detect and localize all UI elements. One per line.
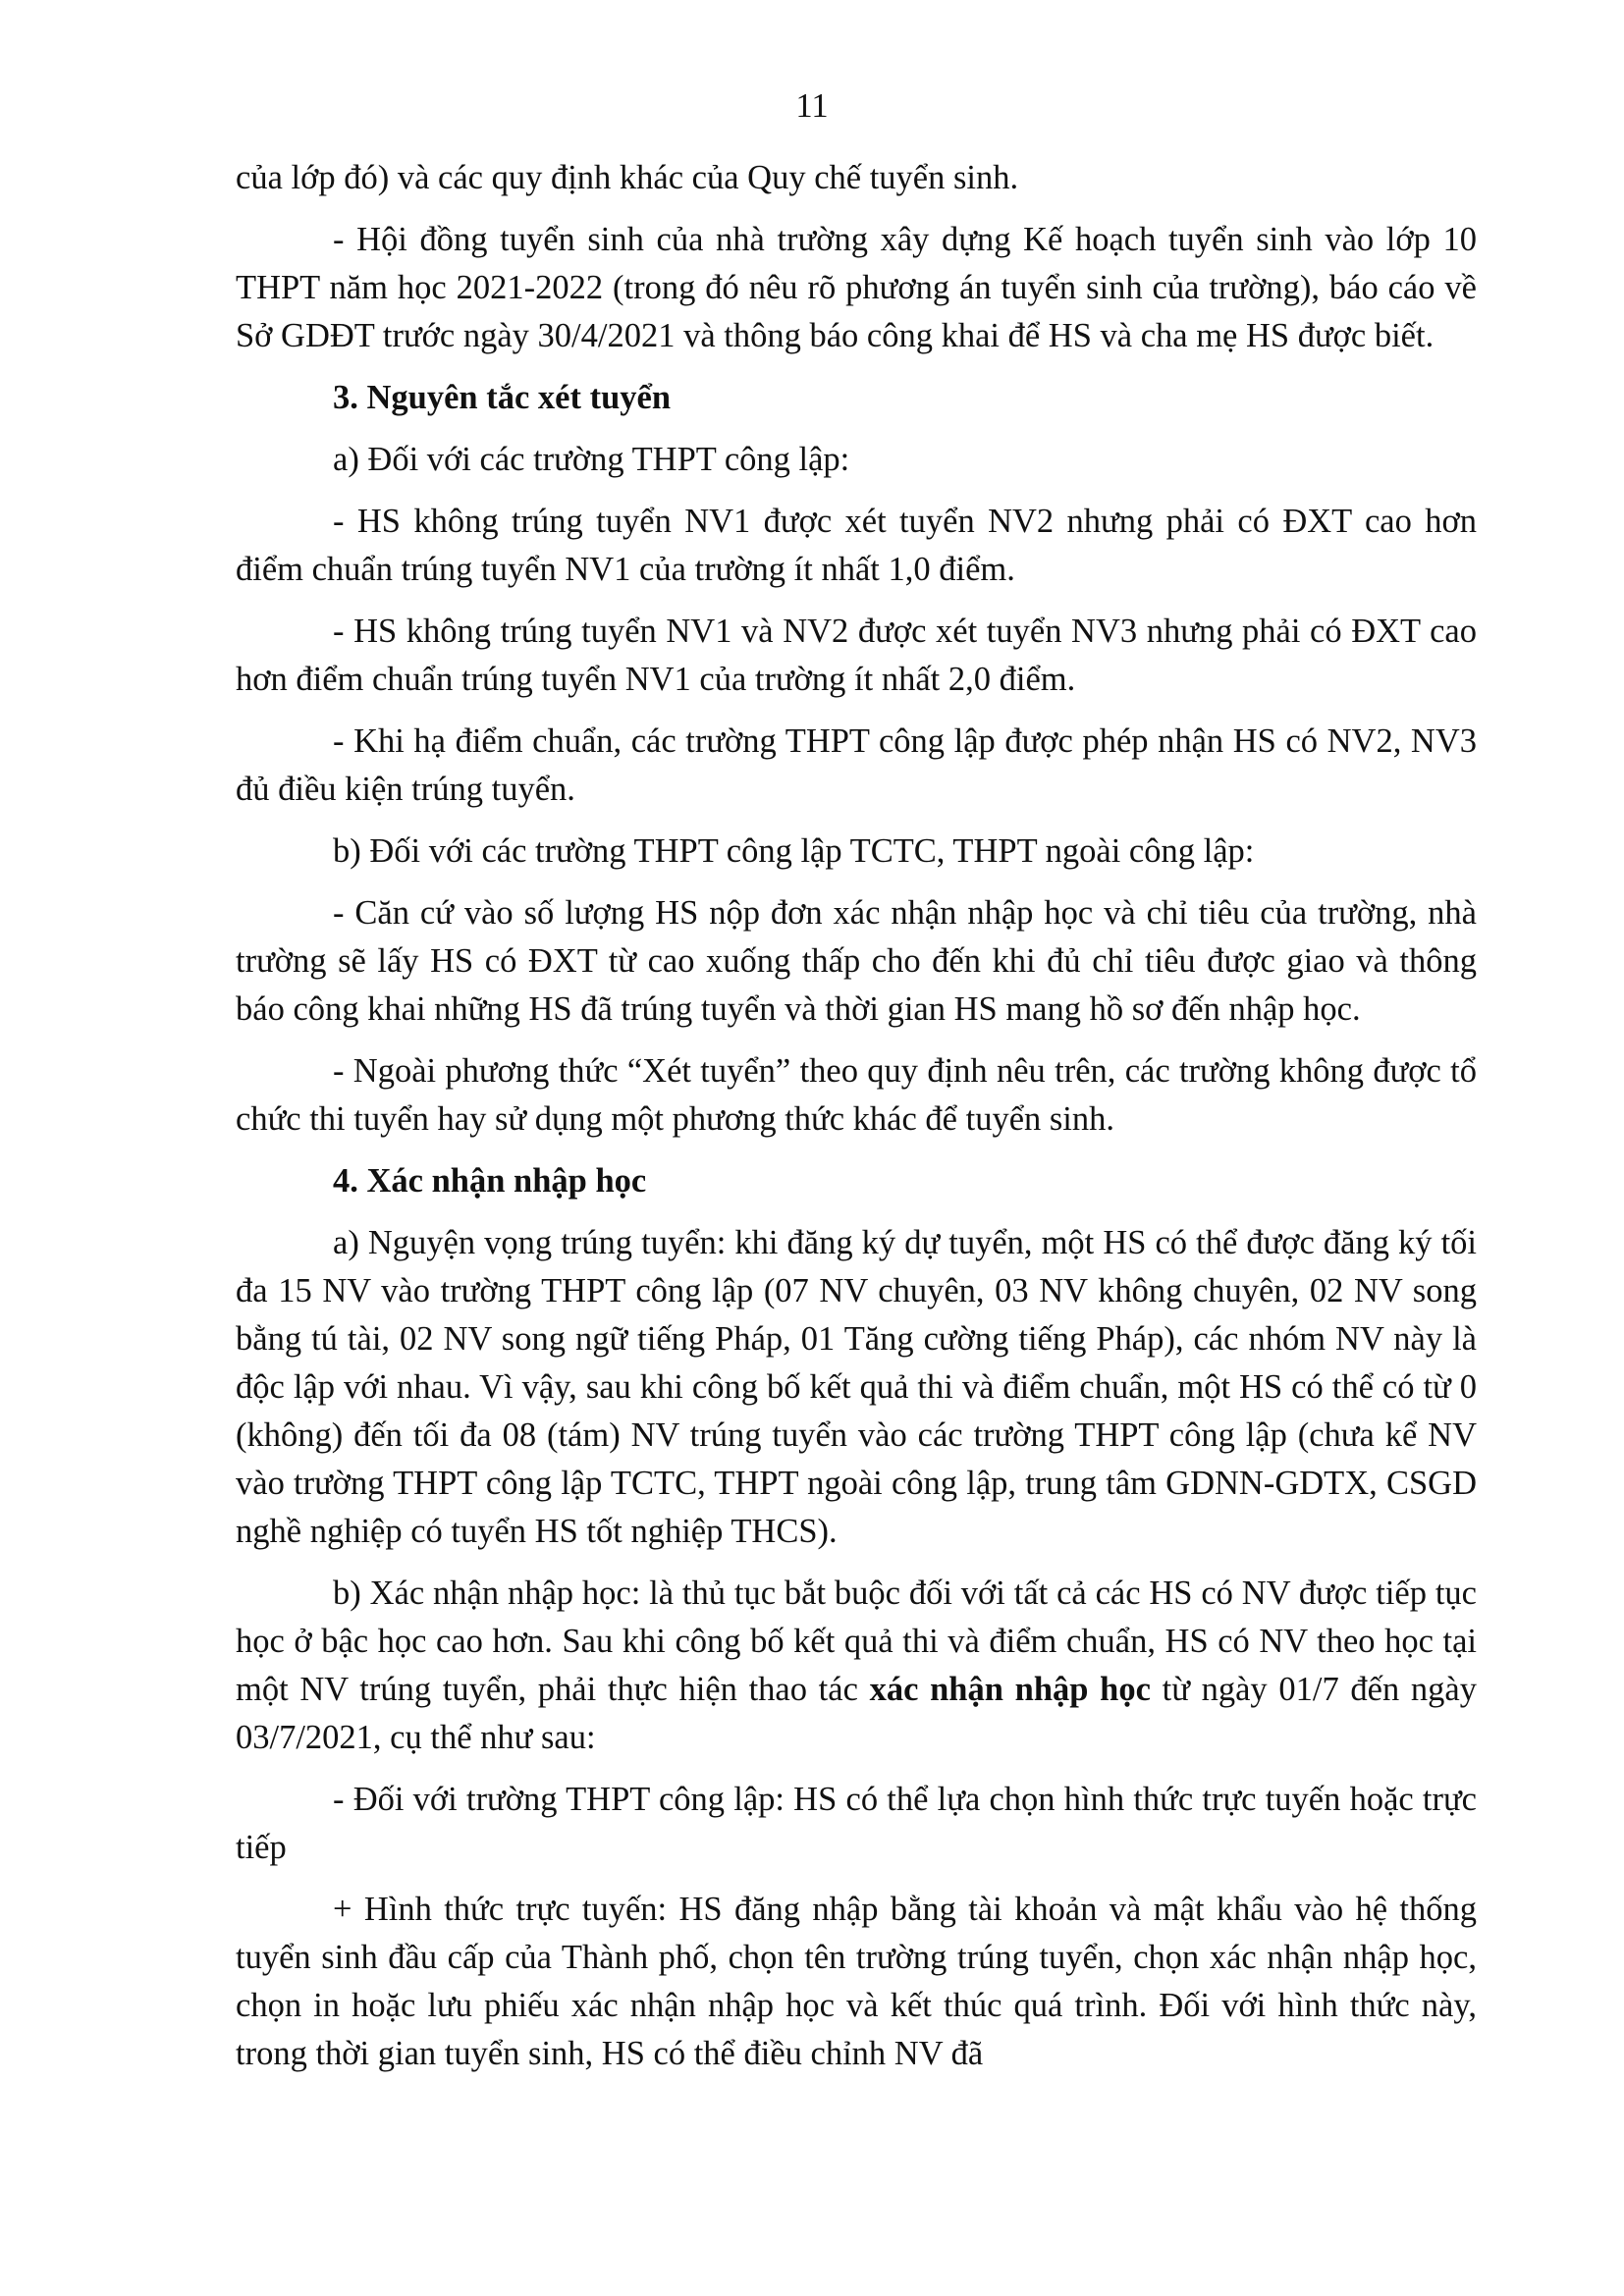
paragraph-nv2-rule: - HS không trúng tuyển NV1 được xét tuyển NV2 nhưng phải có ĐXT cao hơn điểm chuẩn trúng tuyển NV1 của trường ít nhất 1,0 điểm.	[236, 503, 1477, 588]
text-segment: b) Xác nhận nhập học: là thủ tục bắt buộc đối với tất cả các HS có NV được tiếp tục học ở bậc học cao hơn. Sau khi công bố kết quả thi và điểm chuẩn, HS có NV theo học tại một NV trúng tuyển, phải thực hiện thao tác	[236, 1575, 1477, 1708]
paragraph-method-rule: - Ngoài phương thức “Xét tuyển” theo quy định nêu trên, các trường không được tổ chức thi tuyển hay sử dụng một phương thức khác để tuyển sinh.	[236, 1052, 1477, 1138]
paragraph-admission-council: - Hội đồng tuyển sinh của nhà trường xây dựng Kế hoạch tuyển sinh vào lớp 10 THPT năm học 2021-2022 (trong đó nêu rõ phương án tuyển sinh của trường), báo cáo về Sở GDĐT trước ngày 30/4/2021 và thông báo công khai để HS và cha mẹ HS được biết.	[236, 221, 1477, 354]
section-heading-3: 3. Nguyên tắc xét tuyển	[333, 379, 672, 416]
section-heading-4: 4. Xác nhận nhập học	[333, 1162, 647, 1200]
paragraph-enrollment-confirmation	[236, 1570, 1477, 1762]
paragraph-continuation: của lớp đó) và các quy định khác của Quy chế tuyển sinh.	[236, 159, 1019, 196]
document-body	[236, 154, 1477, 2078]
page-number: 11	[795, 87, 829, 125]
paragraph-nv3-rule: - HS không trúng tuyển NV1 và NV2 được xét tuyển NV3 nhưng phải có ĐXT cao hơn điểm chuẩn trúng tuyển NV1 của trường ít nhất 2,0 điểm.	[236, 613, 1477, 698]
paragraph-private-schools: b) Đối với các trường THPT công lập TCTC, THPT ngoài công lập:	[333, 832, 1255, 870]
paragraph-online-method: + Hình thức trực tuyến: HS đăng nhập bằng tài khoản và mật khẩu vào hệ thống tuyển sinh đầu cấp của Thành phố, chọn tên trường trúng tuyển, chọn xác nhận nhập học, chọn in hoặc lưu phiếu xác nhận nhập học và kết thúc quá trình. Đối với hình thức này, trong thời gian tuyển sinh, HS có thể điều chỉnh NV đã	[236, 1891, 1477, 2072]
paragraph-public-school-options: - Đối với trường THPT công lập: HS có thể lựa chọn hình thức trực tuyến hoặc trực tiếp	[236, 1781, 1477, 1866]
text-segment: từ ngày 01/7 đến ngày 03/7/2021, cụ thể như sau:	[236, 1671, 1477, 1756]
bold-term: xác nhận nhập học	[869, 1671, 1151, 1708]
paragraph-admission-wishes: a) Nguyện vọng trúng tuyển: khi đăng ký dự tuyển, một HS có thể được đăng ký tối đa 15 NV vào trường THPT công lập (07 NV chuyên, 03 NV không chuyên, 02 NV song bằng tú tài, 02 NV song ngữ tiếng Pháp, 01 Tăng cường tiếng Pháp), các nhóm NV này là độc lập với nhau. Vì vậy, sau khi công bố kết quả thi và điểm chuẩn, một HS có thể có từ 0 (không) đến tối đa 08 (tám) NV trúng tuyển vào các trường THPT công lập (chưa kể NV vào trường THPT công lập TCTC, THPT ngoài công lập, trung tâm GDNN-GDTX, CSGD nghề nghiệp có tuyển HS tốt nghiệp THCS).	[236, 1224, 1477, 1550]
paragraph-public-schools: a) Đối với các trường THPT công lập:	[333, 441, 850, 478]
paragraph-lower-cutoff: - Khi hạ điểm chuẩn, các trường THPT công lập được phép nhận HS có NV2, NV3 đủ điều kiện trúng tuyển.	[236, 722, 1477, 808]
paragraph-quota-rule: - Căn cứ vào số lượng HS nộp đơn xác nhận nhập học và chỉ tiêu của trường, nhà trường sẽ lấy HS có ĐXT từ cao xuống thấp cho đến khi đủ chỉ tiêu được giao và thông báo công khai những HS đã trúng tuyển và thời gian HS mang hồ sơ đến nhập học.	[236, 894, 1477, 1028]
